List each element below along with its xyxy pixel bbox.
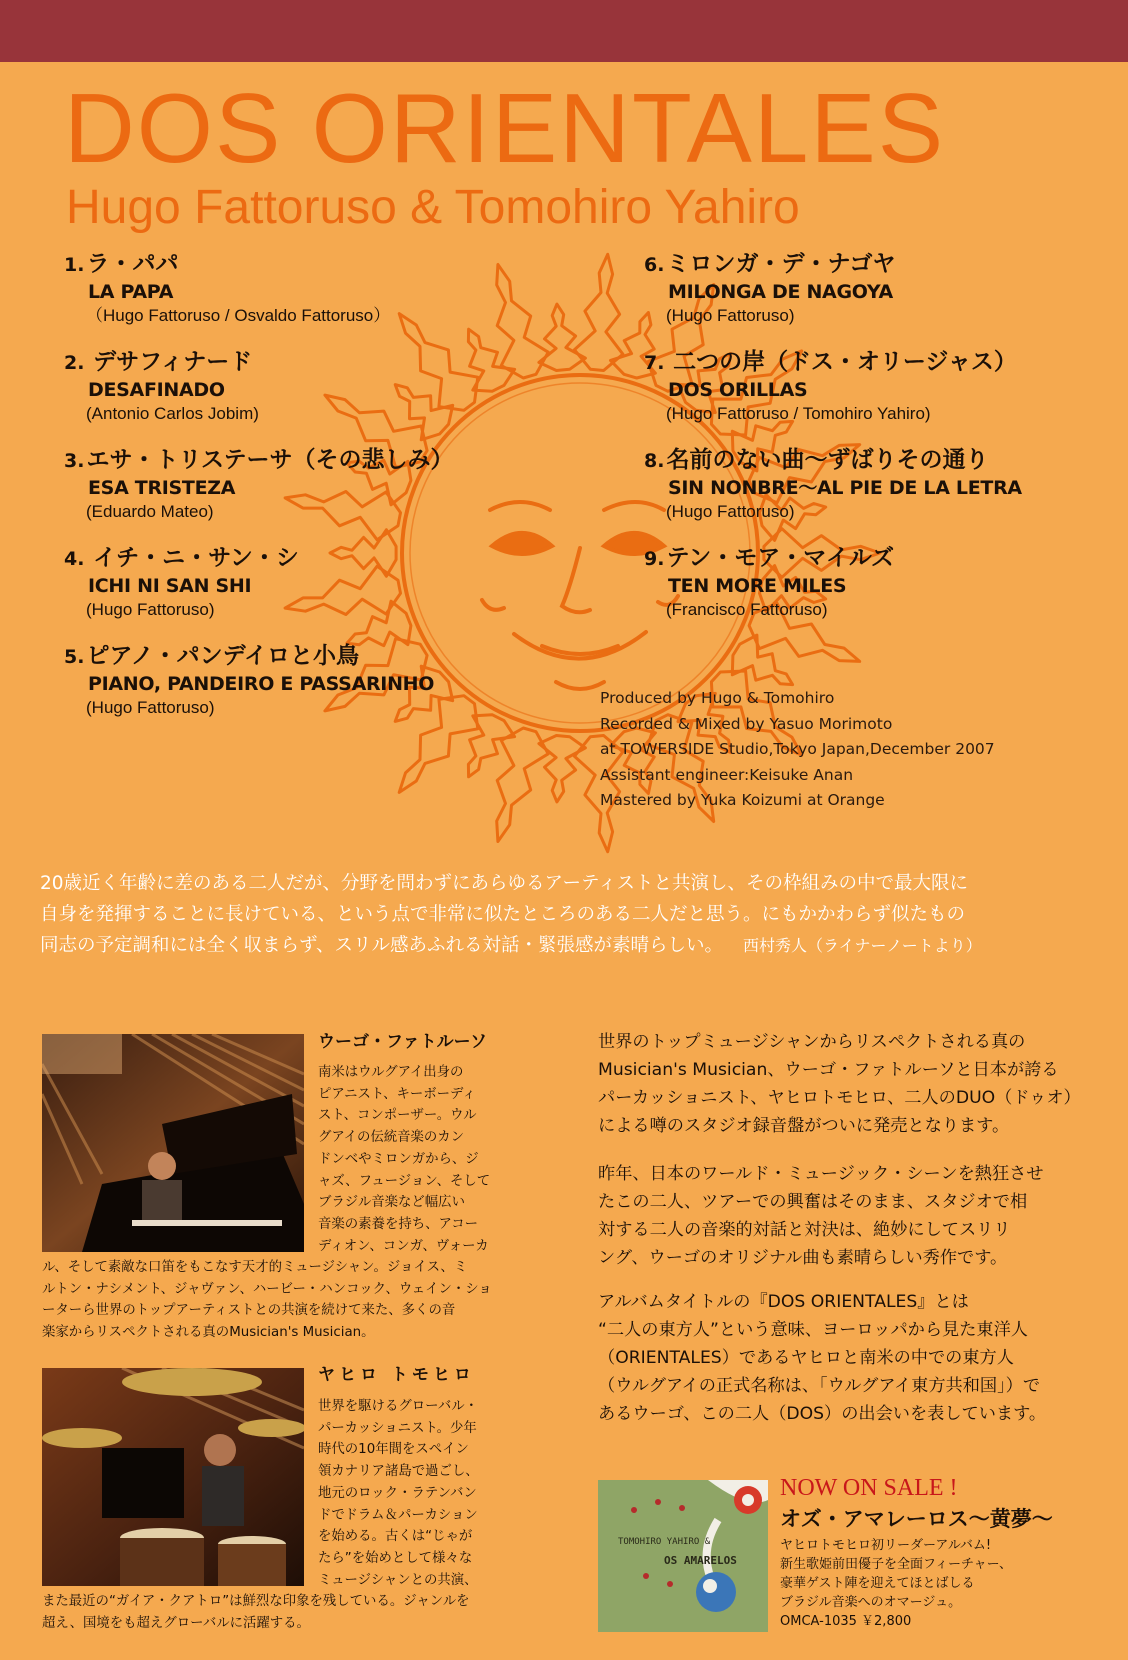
artist-subtitle: Hugo Fattoruso & Tomohiro Yahiro bbox=[66, 181, 800, 234]
paragraph-line: （ウルグアイの正式名称は、「ウルグアイ東方共和国」）で bbox=[598, 1376, 1041, 1396]
track-composer: (Hugo Fattoruso) bbox=[666, 306, 795, 325]
paragraph-line: パーカッショニスト、ヤヒロトモヒロ、二人のDUO（ドゥオ） bbox=[598, 1088, 1081, 1108]
now-on-sale-label: NOW ON SALE ! bbox=[780, 1475, 958, 1501]
track-title-en: DESAFINADO bbox=[88, 379, 225, 401]
bio-line: ピアニスト、キーボーディ bbox=[318, 1086, 476, 1102]
intro-paragraph-3 bbox=[598, 1288, 1046, 1428]
track-composer: (Hugo Fattoruso) bbox=[666, 502, 795, 521]
track-title-en: ESA TRISTEZA bbox=[88, 477, 236, 499]
sun-ray bbox=[732, 635, 792, 685]
bio-line: ドンベやミロンガから、ジ bbox=[318, 1151, 479, 1167]
track-composer: (Francisco Fattoruso) bbox=[666, 600, 828, 619]
promo-line: ヤヒロトモヒロ初リーダーアルバム! bbox=[780, 1538, 992, 1553]
bio-line: ル、そして素敵な口笛をもこなす天才的ミュージシャン。ジョイス、ミ bbox=[42, 1260, 468, 1275]
hugo-bio-side bbox=[318, 1062, 490, 1257]
track-number: 7. bbox=[644, 352, 672, 374]
promo-line: 新生歌姫前田優子を全面フィーチャー、 bbox=[780, 1557, 1013, 1572]
track-composer: (Hugo Fattoruso / Tomohiro Yahiro) bbox=[666, 404, 931, 423]
track-title-jp: デサフィナード bbox=[93, 349, 253, 375]
paragraph-line: 対する二人の音楽的対話と対決は、絶妙にしてスリリ bbox=[598, 1220, 1011, 1240]
track-7 bbox=[644, 348, 1017, 425]
credit-line: Produced by Hugo & Tomohiro bbox=[600, 689, 835, 707]
intro-paragraph-1 bbox=[598, 1028, 1081, 1140]
quote-attribution: 西村秀人（ライナーノートより） bbox=[743, 936, 982, 955]
track-composer: (Eduardo Mateo) bbox=[86, 502, 214, 521]
hugo-bio-full bbox=[42, 1257, 492, 1344]
hugo-name: ウーゴ・ファトルーソ bbox=[318, 1032, 487, 1052]
promo-album-title: オズ・アマレーロス～黄夢～ bbox=[780, 1507, 1053, 1531]
paragraph-line: 世界のトップミュージシャンからリスペクトされる真の bbox=[598, 1032, 1026, 1052]
bio-line: ミュージシャンとの共演、 bbox=[318, 1572, 478, 1588]
promo-line: ブラジル音楽へのオマージュ。 bbox=[780, 1595, 962, 1610]
paragraph-line: Musician's Musician、ウーゴ・ファトルーソと日本が誇る bbox=[598, 1060, 1059, 1080]
album-cover-os-amarelos bbox=[598, 1480, 768, 1632]
paragraph-line: ング、ウーゴのオリジナル曲も素晴らしい秀作です。 bbox=[598, 1248, 1008, 1268]
track-title-en: LA PAPA bbox=[88, 281, 174, 303]
bio-line: 世界を駆けるグローバル・ bbox=[318, 1399, 479, 1414]
credit-line: at TOWERSIDE Studio,Tokyo Japan,December 2007 bbox=[600, 740, 995, 758]
track-title-en: ICHI NI SAN SHI bbox=[88, 575, 252, 597]
bio-line: ャズ、フュージョン、そして bbox=[318, 1173, 491, 1189]
promo-line: 豪華ゲスト陣を迎えてほとばしる bbox=[780, 1576, 975, 1591]
track-number: 1. bbox=[64, 254, 85, 276]
track-5 bbox=[64, 642, 434, 719]
hugo-piano-photo bbox=[42, 1034, 304, 1252]
bio-line: また最近の“ガイア・クアトロ”は鮮烈な印象を残している。ジャンルを bbox=[42, 1594, 470, 1609]
track-number: 6. bbox=[644, 254, 665, 276]
paragraph-line: あるウーゴ、この二人（DOS）の出会いを表しています。 bbox=[598, 1404, 1047, 1424]
track-title-en: DOS ORILLAS bbox=[668, 379, 808, 401]
bio-line: 音楽の素養を持ち、アコー bbox=[318, 1216, 479, 1232]
track-number: 4. bbox=[64, 548, 92, 570]
track-composer: （Hugo Fattoruso / Osvaldo Fattoruso） bbox=[86, 306, 391, 325]
track-number: 9. bbox=[644, 548, 665, 570]
credit-line: Mastered by Yuka Koizumi at Orange bbox=[600, 791, 885, 809]
paragraph-line: “二人の東方人”という意味、ヨーロッパから見た東洋人 bbox=[598, 1320, 1028, 1340]
promo-catalog-price: OMCA-1035 ￥2,800 bbox=[780, 1614, 912, 1629]
paragraph-line: による噂のスタジオ録音盤がついに発売となります。 bbox=[598, 1116, 1010, 1136]
bio-line: 南米はウルグアイ出身の bbox=[318, 1065, 464, 1080]
bio-line: 楽家からリスペクトされる真のMusician's Musician。 bbox=[42, 1325, 375, 1341]
track-6 bbox=[644, 250, 896, 327]
credit-line: Recorded & Mixed by Yasuo Morimoto bbox=[600, 714, 893, 733]
track-3 bbox=[64, 446, 454, 523]
track-title-jp: ピアノ・パンデイロと小鳥 bbox=[86, 643, 360, 669]
sun-ray bbox=[468, 715, 514, 777]
album-title: DOS ORIENTALES bbox=[64, 73, 946, 183]
track-title-jp: 二つの岸（ドス・オリージャス） bbox=[673, 349, 1017, 375]
track-title-jp: ミロンガ・デ・ナゴヤ bbox=[666, 251, 896, 277]
bio-line: ーターら世界のトップアーティストとの共演を続けて来た、多くの音 bbox=[42, 1303, 456, 1319]
album-artist-text: TOMOHIRO YAHIRO & bbox=[618, 1537, 711, 1547]
track-number: 3. bbox=[64, 450, 85, 472]
track-composer: (Hugo Fattoruso) bbox=[86, 600, 215, 619]
review-quote bbox=[40, 868, 1100, 961]
top-color-band bbox=[0, 0, 1128, 62]
paragraph-line: たこの二人、ツアーでの興奮はそのまま、スタジオで相 bbox=[598, 1192, 1028, 1212]
track-title-jp: イチ・ニ・サン・シ bbox=[93, 545, 299, 571]
bio-line: パーカッショニスト。少年 bbox=[318, 1420, 477, 1436]
track-composer: (Antonio Carlos Jobim) bbox=[86, 404, 259, 423]
track-9 bbox=[644, 544, 894, 621]
credit-line: Assistant engineer:Keisuke Anan bbox=[600, 765, 854, 784]
sun-ray bbox=[574, 254, 623, 370]
track-composer: (Hugo Fattoruso) bbox=[86, 698, 215, 717]
track-title-jp: テン・モア・マイルズ bbox=[666, 545, 895, 571]
track-1 bbox=[64, 250, 390, 327]
promo-description bbox=[780, 1536, 1012, 1631]
bio-line: 超え、国境をも超えグローバルに活躍する。 bbox=[42, 1615, 310, 1631]
track-number: 5. bbox=[64, 646, 85, 668]
production-credits bbox=[600, 686, 995, 814]
bio-line: たら”を始めとして様々な bbox=[318, 1550, 473, 1566]
track-4 bbox=[64, 544, 299, 621]
bio-line: 領カナリア諸島で過ごし、 bbox=[318, 1464, 479, 1480]
paragraph-line: アルバムタイトルの『DOS ORIENTALES』とは bbox=[598, 1292, 969, 1312]
sun-ray bbox=[539, 304, 586, 370]
bio-line: ブラジル音楽など幅広い bbox=[318, 1195, 465, 1211]
quote-line: 同志の予定調和には全く収まらず、スリル感あふれる対話・緊張感が素晴らしい。 bbox=[40, 935, 724, 956]
sun-ray bbox=[395, 385, 453, 440]
track-number: 8. bbox=[644, 450, 665, 472]
bio-line: グアイの伝統音楽のカン bbox=[318, 1130, 465, 1146]
track-title-jp: 名前のない曲～ずばりその通り bbox=[666, 447, 989, 473]
bio-line: ドでドラム＆パーカション bbox=[318, 1507, 478, 1523]
paragraph-line: （ORIENTALES）であるヤヒロと南米の中での東方人 bbox=[598, 1348, 1014, 1368]
yahiro-drums-photo bbox=[42, 1368, 304, 1586]
yahiro-bio-side bbox=[318, 1396, 479, 1591]
sun-ray bbox=[468, 329, 514, 391]
bio-line: ディオン、コンガ、ヴォーカ bbox=[318, 1238, 489, 1254]
bio-line: 時代の10年間をスペイン bbox=[318, 1442, 469, 1458]
sun-ray bbox=[330, 530, 396, 577]
bio-line: ルトン・ナシメント、ジャヴァン、ハービー・ハンコック、ウェイン・ショ bbox=[42, 1281, 492, 1297]
track-2 bbox=[64, 348, 259, 425]
track-number: 2. bbox=[64, 352, 92, 374]
paragraph-line: 昨年、日本のワールド・ミュージック・シーンを熱狂させ bbox=[598, 1164, 1044, 1184]
track-title-en: PIANO, PANDEIRO E PASSARINHO bbox=[88, 673, 435, 695]
bio-line: を始める。古くは“じゃが bbox=[318, 1529, 473, 1545]
quote-line: 自身を発揮することに長けている、という点で非常に似たところのある二人だと思う。にもかかわらず似たもの bbox=[40, 904, 966, 925]
track-title-en: SIN NONBRE～AL PIE DE LA LETRA bbox=[668, 477, 1022, 499]
album-name-text: OS AMARELOS bbox=[664, 1554, 737, 1567]
yahiro-bio-full bbox=[42, 1591, 470, 1634]
track-title-jp: エサ・トリステーサ（その悲しみ） bbox=[86, 447, 454, 473]
bio-line: スト、コンポーザー。ウル bbox=[318, 1108, 477, 1124]
bio-line: 地元のロック・ラテンバン bbox=[318, 1485, 477, 1501]
track-title-jp: ラ・パパ bbox=[86, 251, 179, 277]
yahiro-name: ヤヒロ トモヒロ bbox=[318, 1365, 475, 1385]
track-title-en: TEN MORE MILES bbox=[668, 575, 847, 597]
intro-paragraph-2 bbox=[598, 1160, 1044, 1272]
track-8 bbox=[644, 446, 1022, 523]
track-title-en: MILONGA DE NAGOYA bbox=[668, 281, 893, 303]
sun-ray bbox=[539, 736, 586, 802]
quote-line: 20歳近く年齢に差のある二人だが、分野を問わずにあらゆるアーティストと共演し、その枠組みの中で最大限に bbox=[40, 873, 969, 894]
